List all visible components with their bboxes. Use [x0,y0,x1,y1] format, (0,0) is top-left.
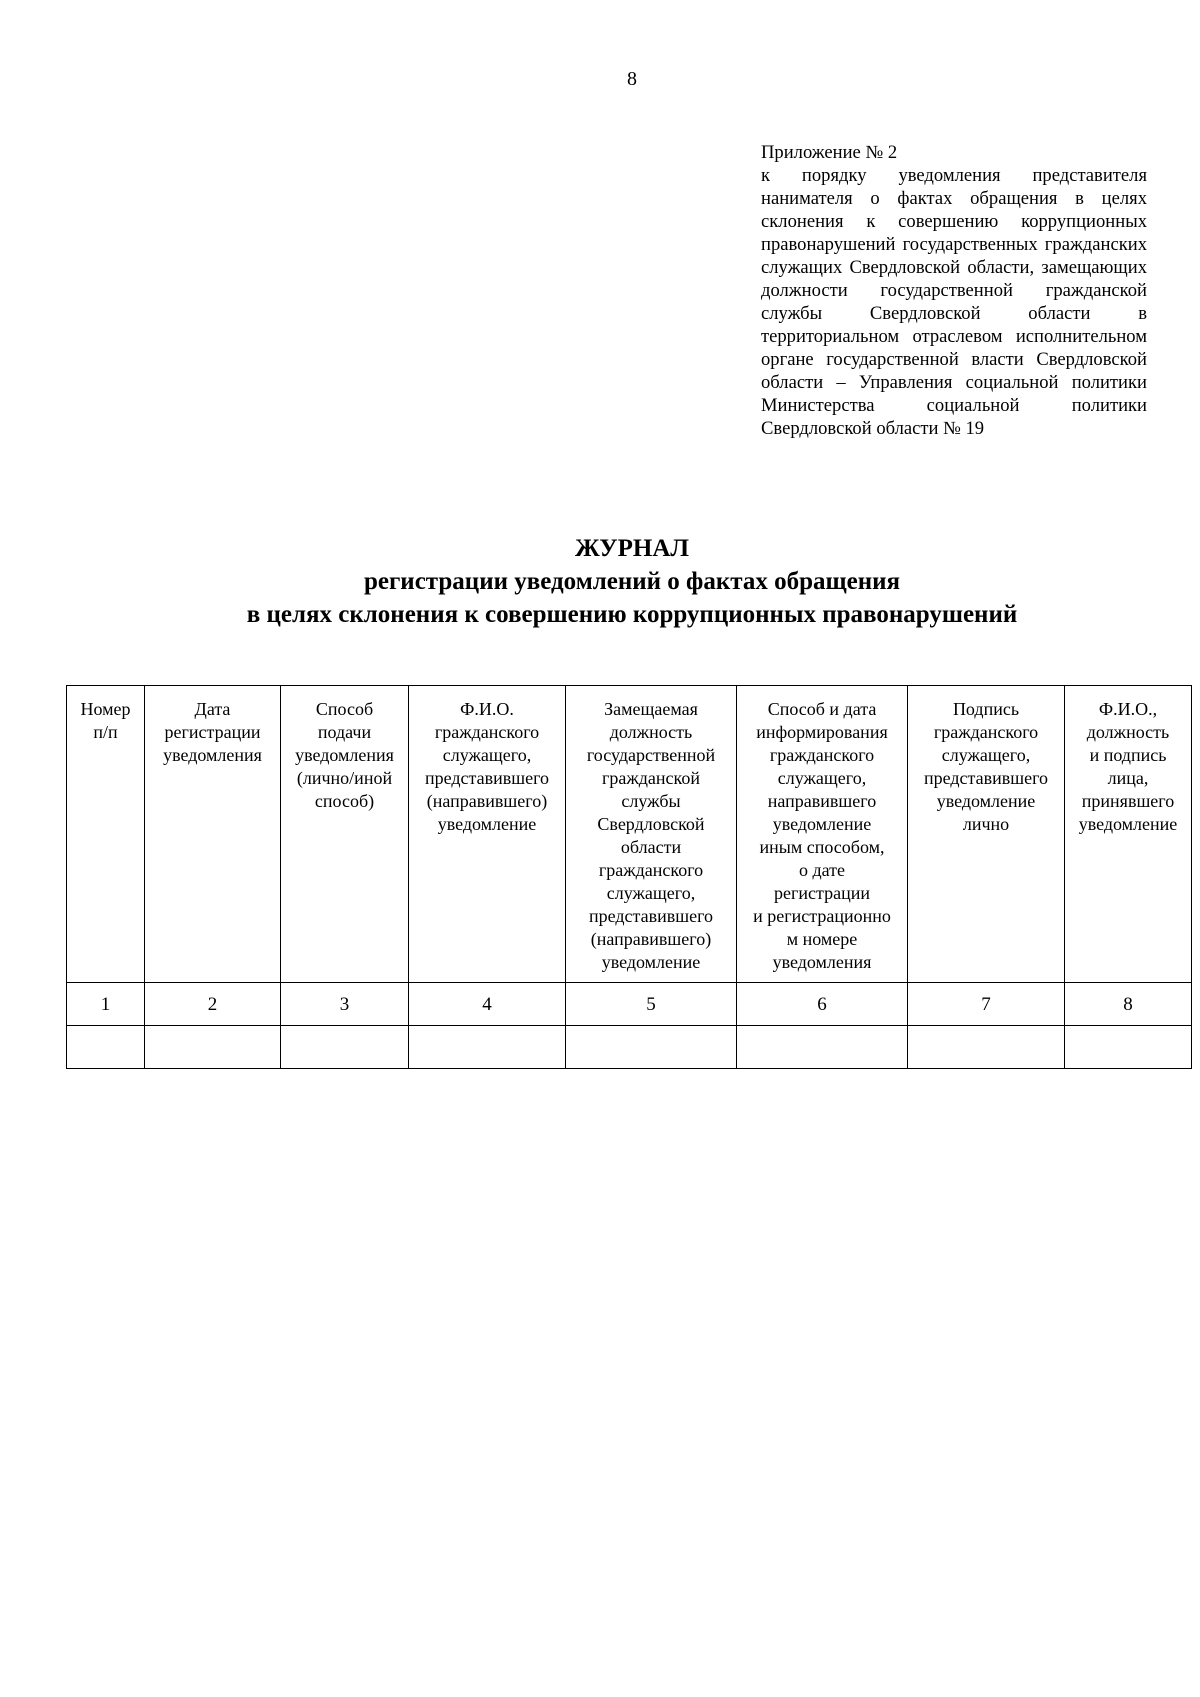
header-cell: Дата регистрации уведомления [145,686,281,983]
appendix-title: Приложение № 2 [761,142,898,163]
heading-title: ЖУРНАЛ [574,535,690,562]
column-number-cell: 3 [281,983,409,1026]
heading-subtitle-1: регистрации уведомлений о фактах обращения [363,568,901,595]
page-number: 8 [627,68,637,90]
empty-cell [566,1026,737,1069]
column-number-cell: 8 [1065,983,1192,1026]
empty-cell [67,1026,145,1069]
column-number-row [67,983,1192,1026]
header-cell: Ф.И.О. гражданского служащего, представившего (направившего) уведомление [409,686,566,983]
table-header-row [67,686,1192,983]
header-cell: Ф.И.О., должность и подпись лица, принявшего уведомление [1065,686,1192,983]
column-number-cell: 2 [145,983,281,1026]
column-number-cell: 6 [737,983,908,1026]
empty-cell [908,1026,1065,1069]
header-cell: Способ и дата информирования гражданского служащего, направившего уведомление иным способом, о дате регистрации и регистрационно м номере уведомления [737,686,908,983]
empty-cell [281,1026,409,1069]
journal-table [66,685,1192,1069]
empty-cell [409,1026,566,1069]
empty-entry-row [67,1026,1192,1069]
column-number-cell: 7 [908,983,1065,1026]
header-cell: Способ подачи уведомления (лично/иной способ) [281,686,409,983]
column-number-cell: 4 [409,983,566,1026]
appendix-block [761,141,1147,440]
heading-subtitle-2: в целях склонения к совершению коррупционных правонарушений [246,601,1018,628]
header-cell: Замещаемая должность государственной гражданской службы Свердловской области гражданского служащего, представившего (направившего) уведомление [566,686,737,983]
empty-cell [737,1026,908,1069]
header-cell: Подпись гражданского служащего, представившего уведомление лично [908,686,1065,983]
empty-cell [145,1026,281,1069]
header-cell: Номер п/п [67,686,145,983]
empty-cell [1065,1026,1192,1069]
column-number-cell: 1 [67,983,145,1026]
journal-heading [0,532,1200,631]
appendix-body: к порядку уведомления представителя нанимателя о фактах обращения в целях склонения к совершению коррупционных правонарушений государственных гражданских служащих Свердловской области, замещающих должности государственной гражданской службы Свердловской области в территориальном отраслевом исполнительном органе государственной власти Свердловской области – Управления социальной политики Министерства социальной политики Свердловской области № 19 [761,165,1147,439]
column-number-cell: 5 [566,983,737,1026]
